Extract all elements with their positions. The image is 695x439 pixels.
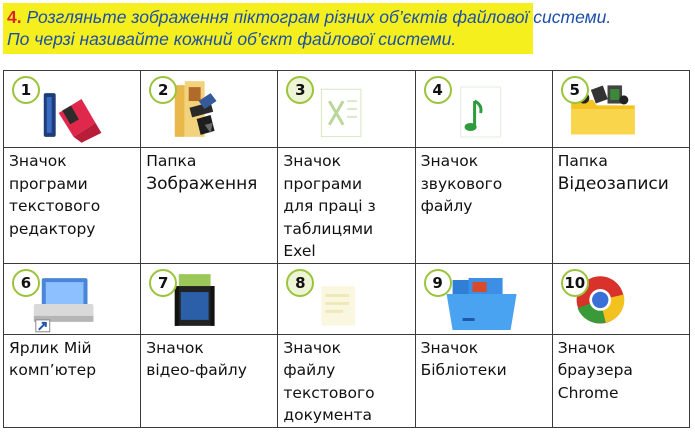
- label-line: Зображення: [146, 173, 258, 194]
- item-number-badge: 1: [12, 76, 40, 104]
- label-line: Значок: [146, 338, 204, 357]
- label-line: Значок: [420, 338, 479, 357]
- label-cell-5: [552, 148, 689, 264]
- label-line: Chrome: [557, 383, 619, 402]
- icon-cell-8: [278, 263, 415, 334]
- label-line: текстового: [9, 197, 101, 215]
- label-line: програми: [283, 174, 363, 193]
- item-label: [4, 335, 140, 382]
- label-line: таблицями: [283, 219, 374, 238]
- label-line: Папка: [146, 152, 197, 170]
- label-cell-8: [278, 334, 415, 427]
- label-line: текстового: [283, 383, 375, 402]
- item-label: [553, 335, 689, 405]
- label-cell-2: [141, 148, 278, 264]
- item-label: [416, 335, 552, 382]
- label-line: файлу: [283, 361, 336, 379]
- icon-cell-7: [141, 263, 278, 334]
- item-number-badge: 9: [424, 269, 452, 297]
- label-line: відео-файлу: [146, 361, 247, 379]
- icon-cell-5: [552, 71, 689, 148]
- icon-cell-6: [4, 263, 141, 334]
- label-cell-4: [415, 148, 552, 264]
- label-cell-3: [278, 148, 415, 264]
- icon-row-2: [4, 263, 690, 334]
- label-line: документа: [283, 406, 373, 424]
- label-line: редактору: [9, 219, 96, 238]
- label-cell-7: [141, 334, 278, 427]
- task-number: 4.: [7, 7, 22, 27]
- icon-cell-3: [278, 71, 415, 148]
- label-line: Ярлик Мій: [9, 338, 92, 357]
- icon-row-1: [4, 71, 690, 148]
- task-line-2: По черзі називайте кожний об’єкт файлової системи.: [7, 29, 457, 49]
- item-number-badge: 7: [149, 269, 177, 297]
- label-line: Відеозаписи: [557, 173, 669, 194]
- task-line-1: [7, 6, 612, 28]
- item-number-badge: 8: [286, 269, 314, 297]
- label-line: файлу: [420, 197, 473, 215]
- item-number-badge: 5: [561, 76, 589, 104]
- text-row-2: [4, 334, 690, 427]
- item-number-badge: 3: [286, 76, 314, 104]
- icon-table: [3, 70, 690, 428]
- label-line: браузера: [557, 361, 633, 379]
- task-box: [3, 3, 612, 54]
- item-label: [416, 148, 552, 218]
- task-instruction-1: Розгляньте зображення піктограм різних об’єктів файлової системи.: [26, 7, 612, 27]
- text-row-1: [4, 148, 690, 264]
- label-cell-10: [552, 334, 689, 427]
- label-line: Значок: [557, 338, 616, 357]
- icon-cell-4: [415, 71, 552, 148]
- label-line: Бібліотеки: [420, 361, 507, 379]
- icon-cell-1: [4, 71, 141, 148]
- label-line: Значок: [9, 152, 67, 170]
- label-line: Значок: [420, 152, 479, 170]
- icon-cell-10: [552, 263, 689, 334]
- item-label: [141, 148, 277, 195]
- label-cell-1: [4, 148, 141, 264]
- item-label: [278, 335, 414, 427]
- item-label: [278, 148, 414, 263]
- icon-cell-2: [141, 71, 278, 148]
- item-number-badge: 2: [149, 76, 177, 104]
- label-line: для праці з: [283, 197, 376, 215]
- label-line: Папка: [557, 152, 608, 170]
- label-cell-6: [4, 334, 141, 427]
- label-line: програми: [9, 174, 88, 193]
- label-line: комп’ютер: [9, 361, 97, 379]
- label-line: звукового: [420, 174, 503, 193]
- item-label: [141, 335, 277, 382]
- item-label: [553, 148, 689, 195]
- item-number-badge: 4: [424, 76, 452, 104]
- item-number-badge: 10: [561, 269, 589, 297]
- item-number-badge: 6: [12, 269, 40, 297]
- icon-cell-9: [415, 263, 552, 334]
- item-label: [4, 148, 140, 240]
- label-line: Значок: [283, 152, 341, 170]
- label-line: Значок: [283, 338, 341, 357]
- label-cell-9: [415, 334, 552, 427]
- label-line: Exel: [283, 242, 316, 260]
